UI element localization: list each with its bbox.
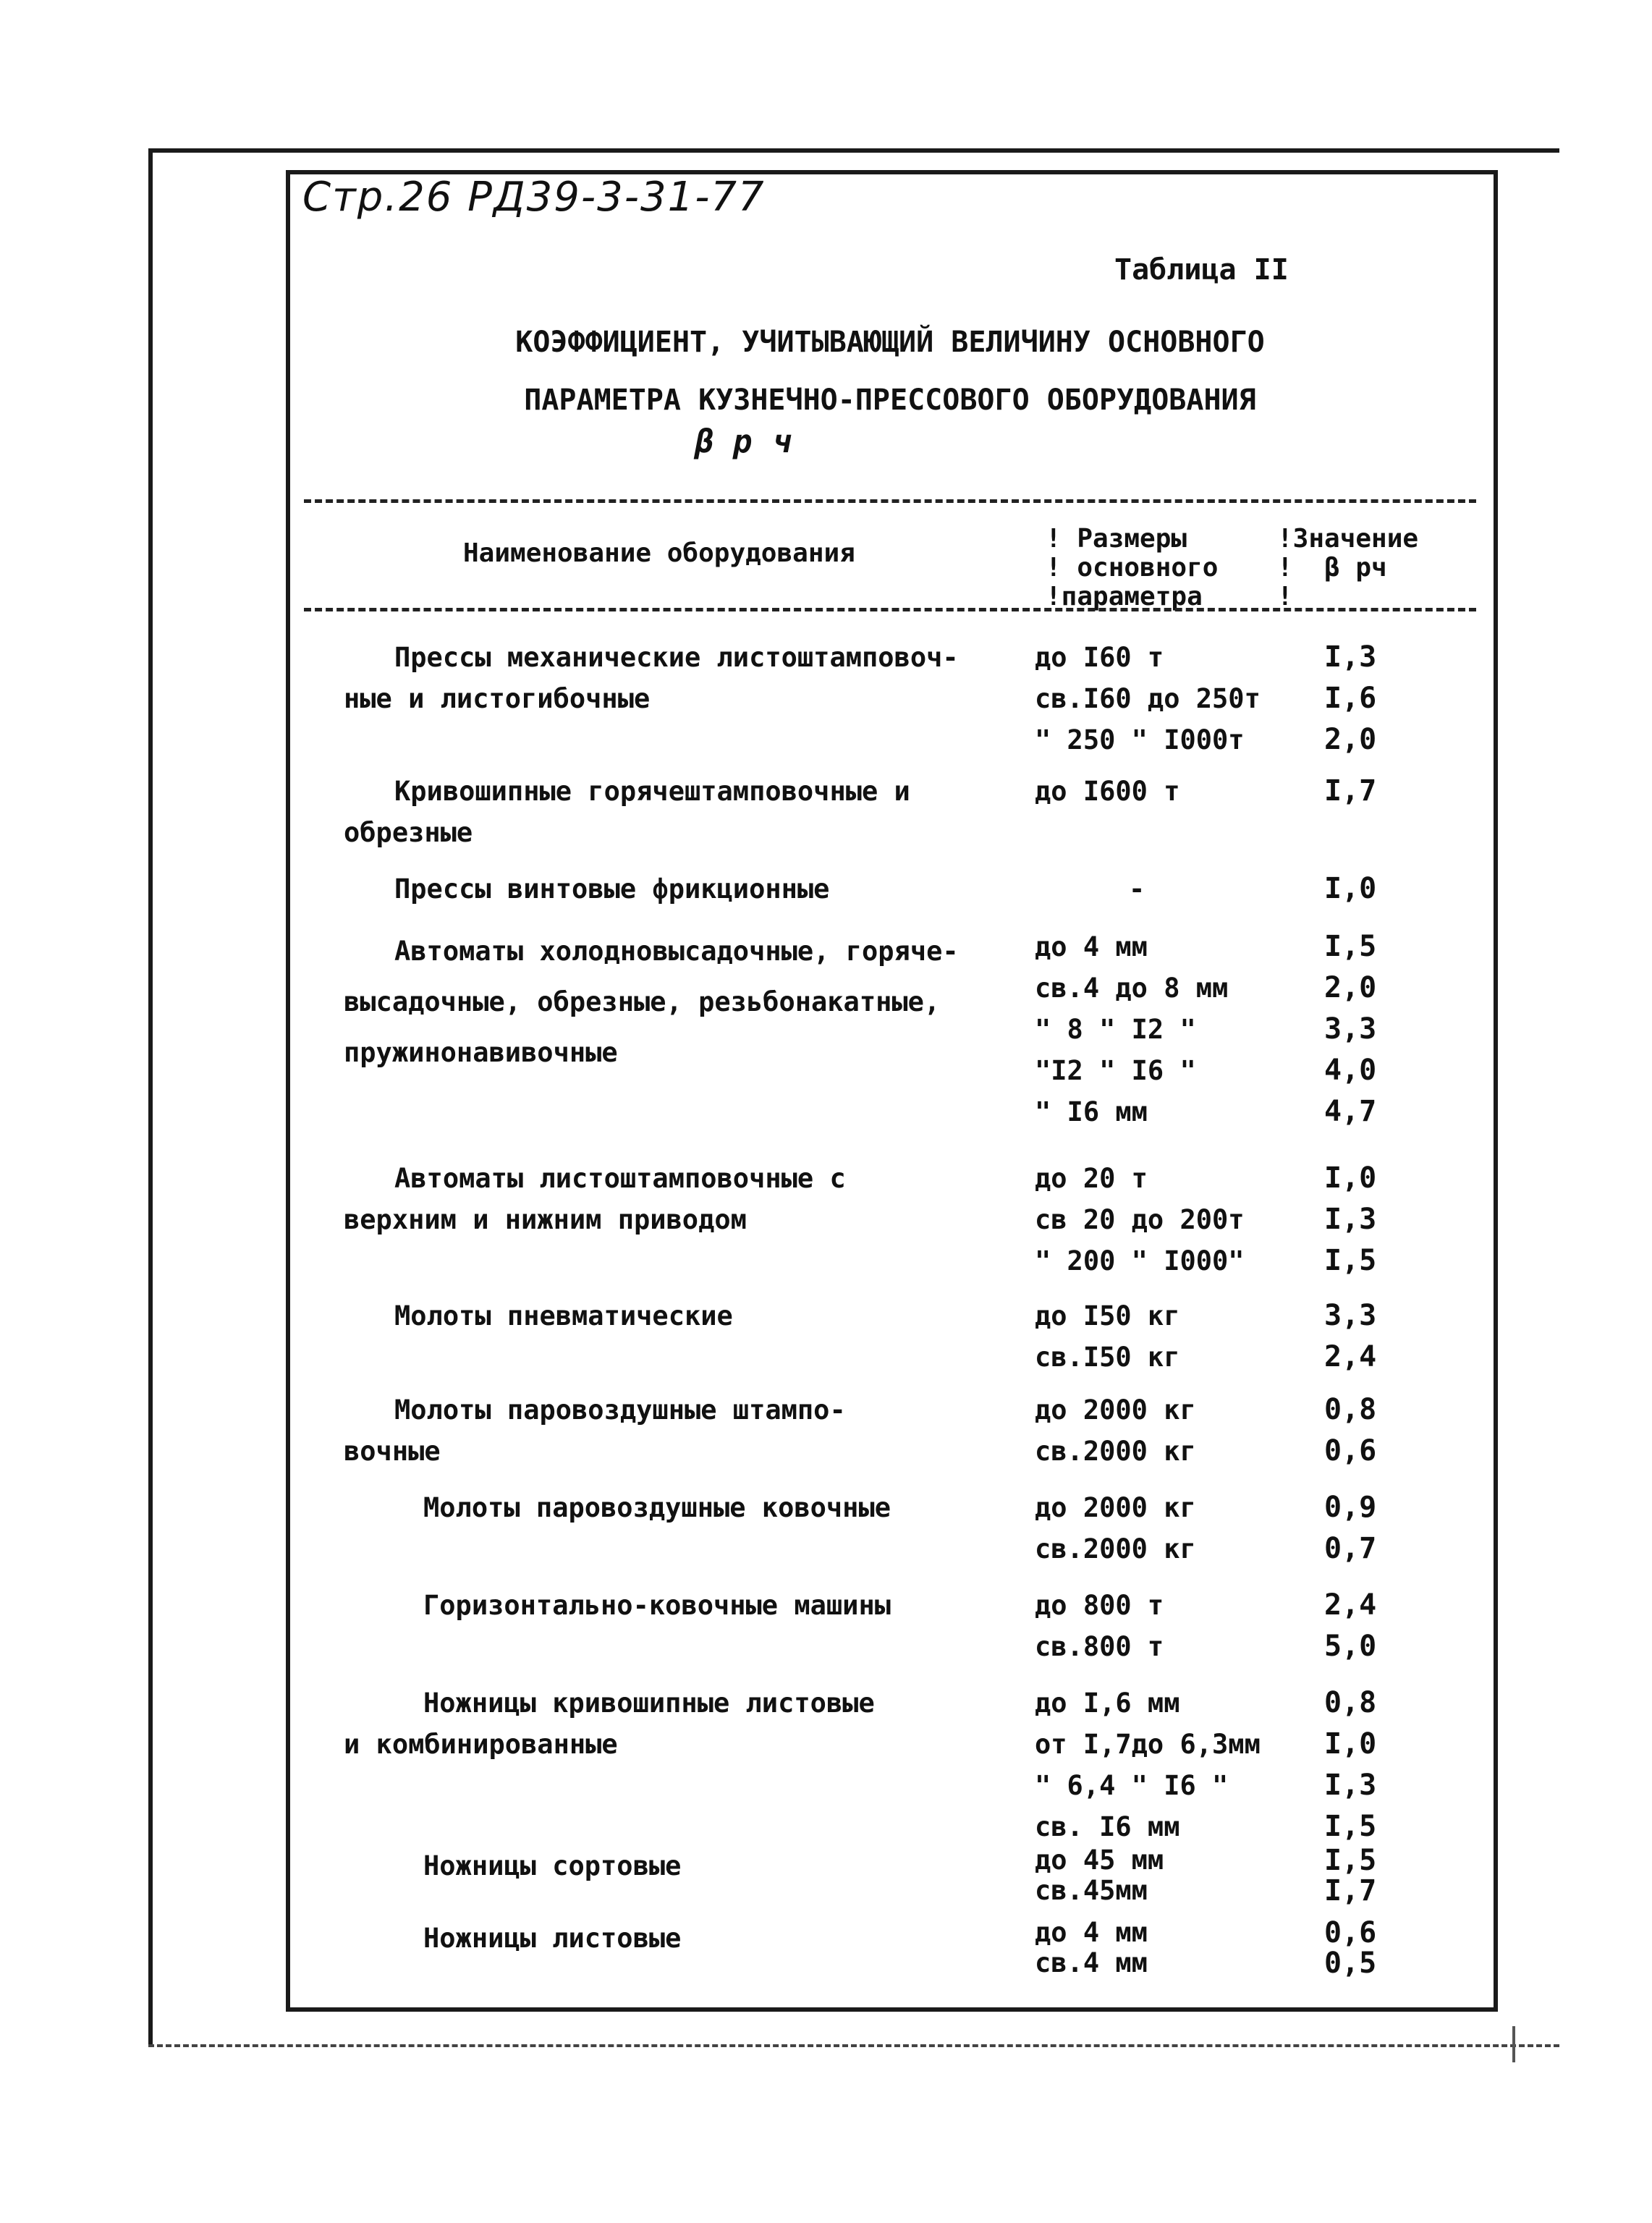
parameter-sizes: до 4 мм св.4 до 8 мм " 8 " I2 " "I2 " I6 " " I6 мм bbox=[1035, 931, 1229, 1127]
table-label: Таблица II bbox=[1114, 253, 1289, 287]
equipment-name: Кривошипные горячештамповочные и обрезные bbox=[344, 776, 910, 848]
equipment-name: Молоты паровоздушные ковочные bbox=[423, 1492, 891, 1523]
column-header-name: Наименование оборудования bbox=[463, 538, 855, 568]
equipment-name: Прессы механические листоштамповоч- ные и листогибочные bbox=[344, 642, 959, 714]
coefficient-values: 3,3 2,4 bbox=[1324, 1299, 1377, 1373]
equipment-name: Автоматы холодновысадочные, горяче- высадочные, обрезные, резьбонакатные, пружинонавивочные bbox=[344, 936, 959, 1068]
equipment-name: Прессы винтовые фрикционные bbox=[394, 873, 830, 905]
parameter-sizes: до 800 т св.800 т bbox=[1035, 1590, 1164, 1662]
outer-bottom-line bbox=[148, 2044, 1559, 2047]
page-header-note: Стр.26 РД39-3-31-77 bbox=[302, 174, 766, 221]
parameter-sizes: до I50 кг св.I50 кг bbox=[1035, 1300, 1180, 1373]
coefficient-values: 0,9 0,7 bbox=[1324, 1491, 1377, 1565]
coefficient-values: I,5 I,7 bbox=[1324, 1844, 1377, 1907]
parameter-sizes: до I,6 мм от I,7до 6,3мм " 6,4 " I6 " св. I6 мм bbox=[1035, 1688, 1261, 1842]
scan-mark bbox=[1512, 2026, 1515, 2062]
coefficient-values: I,0 bbox=[1324, 872, 1377, 905]
coefficient-values: 2,4 5,0 bbox=[1324, 1588, 1377, 1663]
title-line-2: ПАРАМЕТРА КУЗНЕЧНО-ПРЕССОВОГО ОБОРУДОВАНИЯ bbox=[524, 384, 1256, 417]
coefficient-values: I,7 bbox=[1324, 774, 1377, 808]
equipment-name: Молоты пневматические bbox=[394, 1300, 733, 1331]
column-header-size: ! Размеры ! основного !параметра bbox=[1046, 524, 1219, 611]
parameter-sizes: до 2000 кг св.2000 кг bbox=[1035, 1492, 1196, 1564]
equipment-name: Ножницы кривошипные листовые и комбинированные bbox=[344, 1688, 875, 1760]
column-header-value: !Значение ! β рч ! bbox=[1277, 524, 1419, 611]
coefficient-values: I,0 I,3 I,5 bbox=[1324, 1161, 1377, 1277]
equipment-name: Автоматы листоштамповочные с верхним и нижним приводом bbox=[344, 1163, 846, 1235]
coefficient-values: 0,6 0,5 bbox=[1324, 1916, 1377, 1980]
coefficient-values: 0,8 0,6 bbox=[1324, 1393, 1377, 1468]
parameter-sizes: до 20 т св 20 до 200т " 200 " I000" bbox=[1035, 1163, 1245, 1276]
parameter-sizes: до I600 т bbox=[1035, 776, 1180, 807]
equipment-name: Горизонтально-ковочные машины bbox=[423, 1590, 891, 1621]
coefficient-values: I,5 2,0 3,3 4,0 4,7 bbox=[1324, 930, 1377, 1128]
equipment-name: Ножницы сортовые bbox=[423, 1850, 682, 1881]
equipment-name: Ножницы листовые bbox=[423, 1923, 682, 1954]
header-bottom-rule bbox=[304, 608, 1476, 611]
header-top-rule bbox=[304, 499, 1476, 503]
parameter-sizes: до I60 т св.I60 до 250т " 250 " I000т bbox=[1035, 642, 1261, 755]
title-line-1: КОЭФФИЦИЕНТ, УЧИТЫВАЮЩИЙ ВЕЛИЧИНУ ОСНОВНОГО bbox=[515, 326, 1265, 359]
parameter-sizes: - bbox=[1129, 873, 1145, 905]
parameter-sizes: до 4 мм св.4 мм bbox=[1035, 1917, 1148, 1978]
parameter-sizes: до 45 мм св.45мм bbox=[1035, 1845, 1164, 1906]
parameter-sizes: до 2000 кг св.2000 кг bbox=[1035, 1394, 1196, 1467]
equipment-name: Молоты паровоздушные штампо- вочные bbox=[344, 1394, 846, 1467]
coefficient-values: 0,8 I,0 I,3 I,5 bbox=[1324, 1686, 1377, 1843]
title-symbol: β р ч bbox=[695, 423, 791, 460]
coefficient-values: I,3 I,6 2,0 bbox=[1324, 640, 1377, 756]
